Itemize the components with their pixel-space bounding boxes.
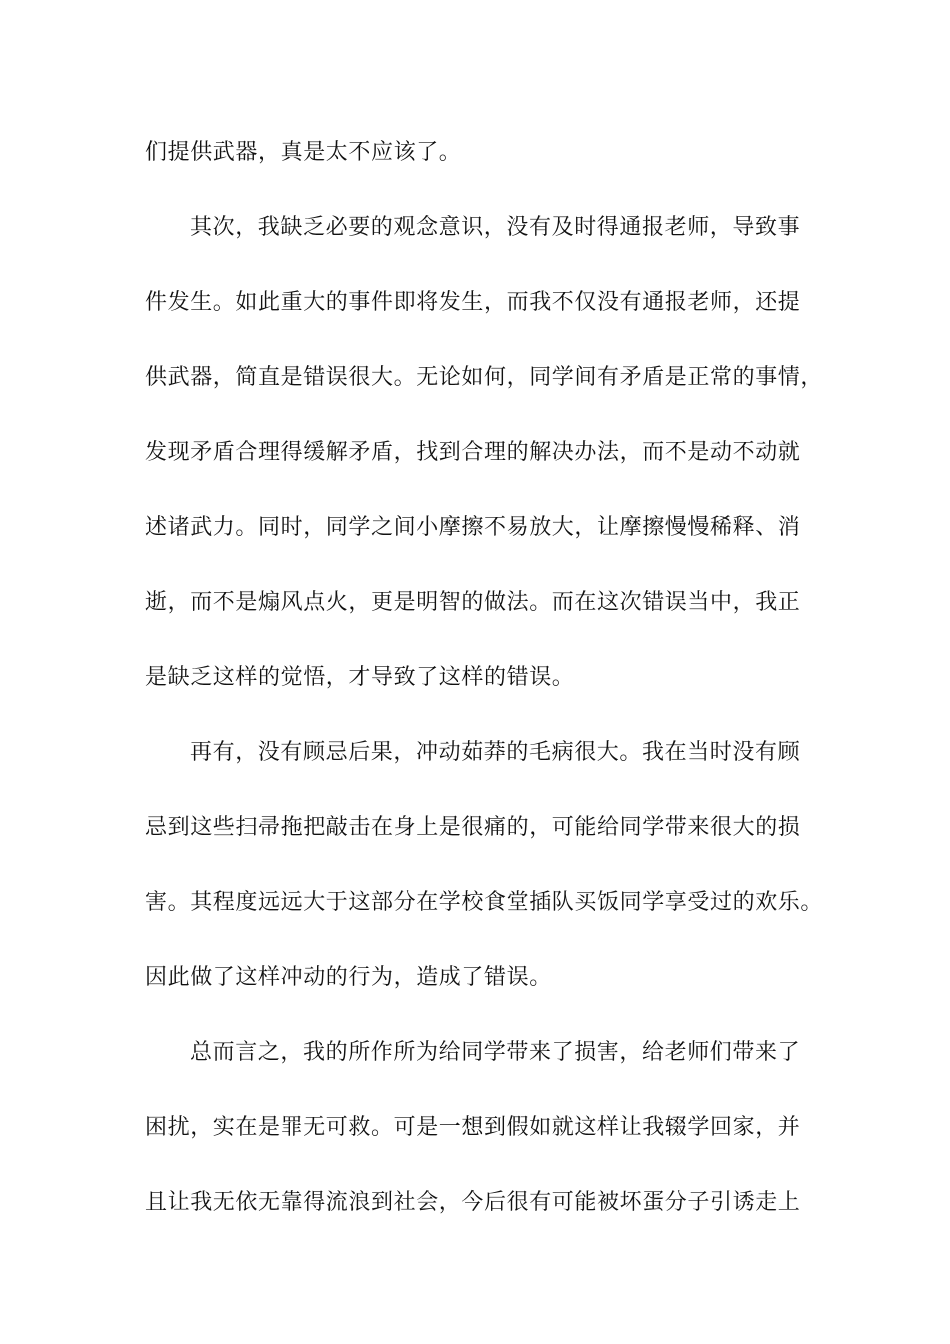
text-line: 因此做了这样冲动的行为，造成了错误。: [145, 965, 552, 990]
paragraph-start-line: 总而言之，我的所作所为给同学带来了损害，给老师们带来了: [190, 1040, 801, 1065]
text-line: 述诸武力。同时，同学之间小摩擦不易放大，让摩擦慢慢稀释、消: [145, 515, 801, 540]
text-line: 发现矛盾合理得缓解矛盾，找到合理的解决办法，而不是动不动就: [145, 440, 801, 465]
text-line: 且让我无依无靠得流浪到社会，今后很有可能被坏蛋分子引诱走上: [145, 1190, 801, 1215]
text-line: 是缺乏这样的觉悟，才导致了这样的错误。: [145, 665, 575, 690]
text-line: 困扰，实在是罪无可救。可是一想到假如就这样让我辍学回家，并: [145, 1115, 801, 1140]
text-line: 害。其程度远远大于这部分在学校食堂插队买饭同学享受过的欢乐。: [145, 890, 824, 915]
text-line: 忌到这些扫帚拖把敲击在身上是很痛的，可能给同学带来很大的损: [145, 815, 801, 840]
text-line: 件发生。如此重大的事件即将发生，而我不仅没有通报老师，还提: [145, 290, 801, 315]
text-line: 逝，而不是煽风点火，更是明智的做法。而在这次错误当中，我正: [145, 590, 801, 615]
paragraph-start-line: 其次，我缺乏必要的观念意识，没有及时得通报老师，导致事: [190, 215, 801, 240]
text-line: 们提供武器，真是太不应该了。: [145, 140, 462, 165]
text-line: 供武器，简直是错误很大。无论如何，同学间有矛盾是正常的事情，: [145, 365, 824, 390]
paragraph-start-line: 再有，没有顾忌后果，冲动茹莽的毛病很大。我在当时没有顾: [190, 740, 801, 765]
document-body: [145, 131, 824, 1256]
